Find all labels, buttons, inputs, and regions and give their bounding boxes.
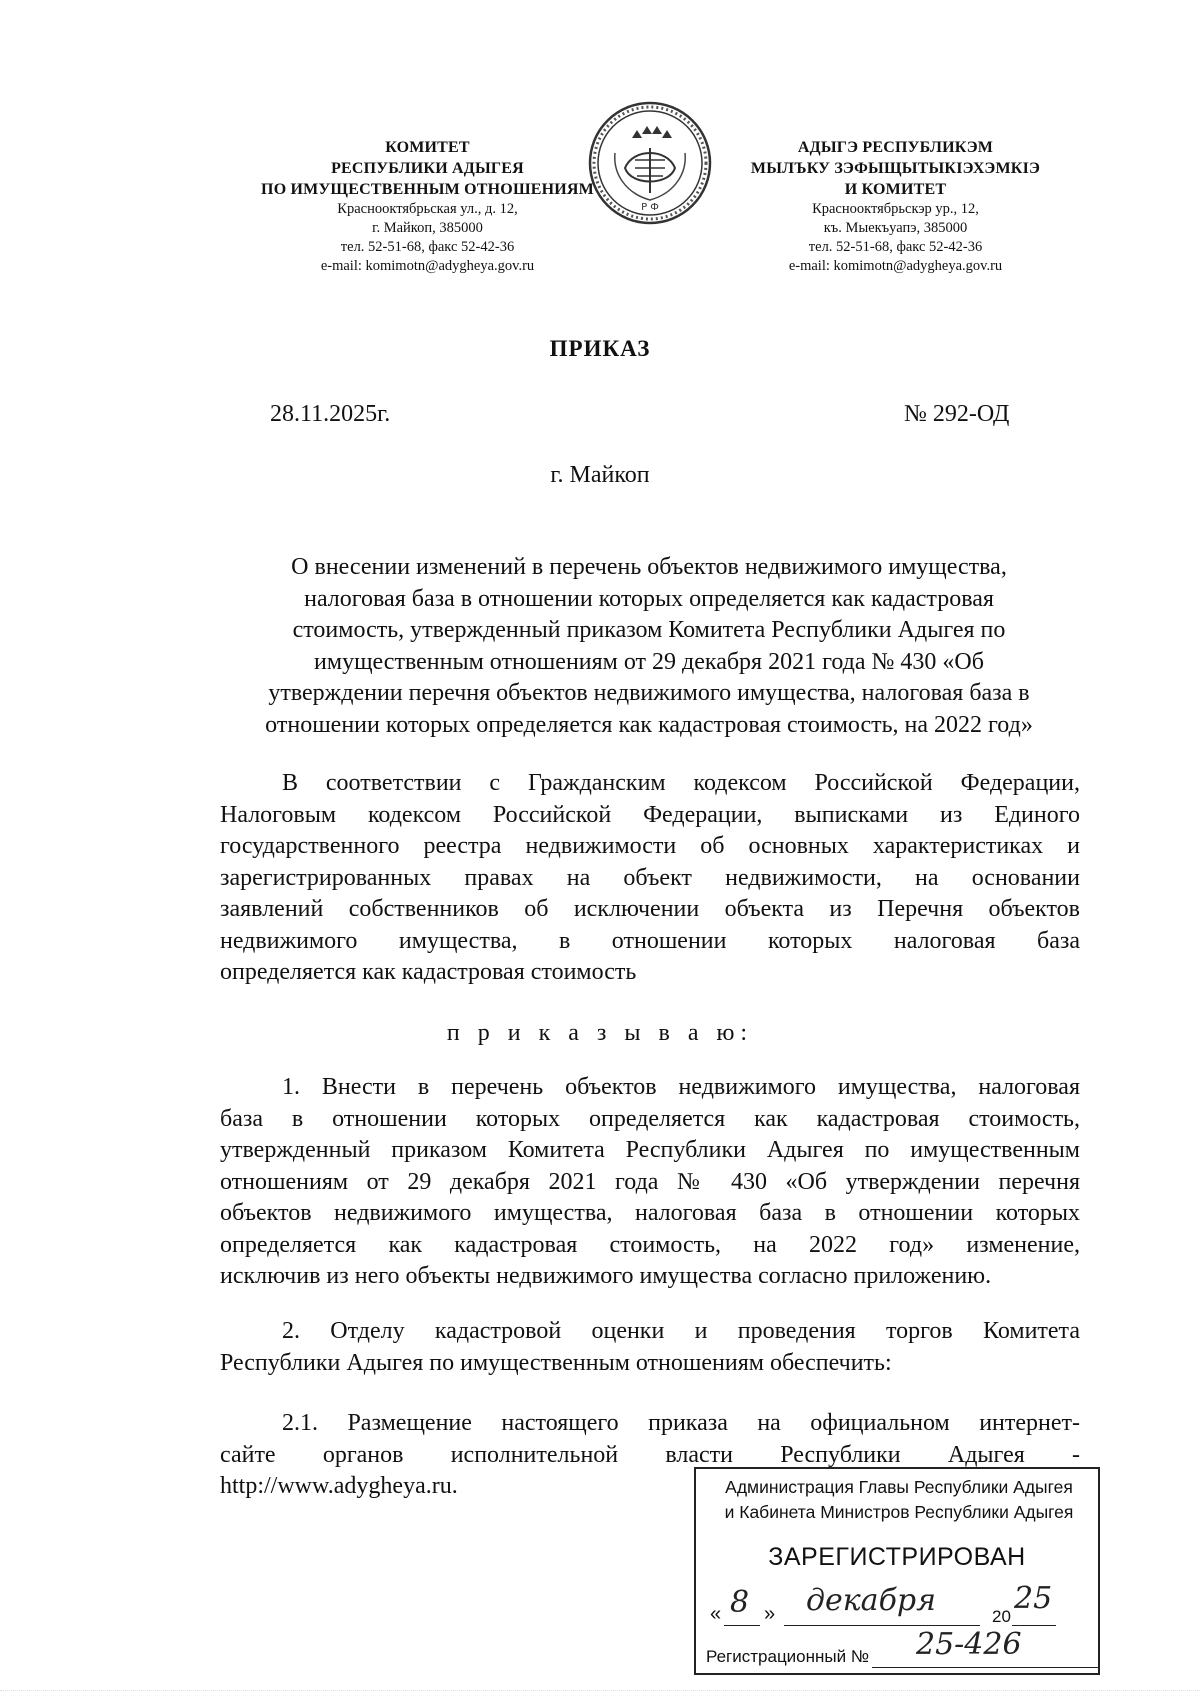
svg-text:Р Ф: Р Ф [641,202,659,213]
header-right-email: e-mail: komimotn@adygheya.gov.ru [788,258,1003,274]
stamp-quote-close: » [764,1603,776,1625]
header-right-phone: тел. 52-51-68, факс 52-42-36 [808,239,983,255]
header-left-line1: КОМИТЕТ [385,139,470,156]
stamp-organization [706,1475,1092,1525]
item-2-line: Республики Адыгея по имущественным отношениям обеспечить: [220,1349,892,1376]
stamp-year-underline [1012,1625,1056,1626]
stamp-reg-underline [872,1667,1098,1668]
stamp-reg-label: Регистрационный № [706,1647,870,1666]
header-left-address2: г. Майкоп, 385000 [372,220,483,236]
item-2-paragraph [220,1316,1080,1379]
subject-line: стоимость, утвержденный приказом Комитета Республики Адыгея по [292,617,1006,643]
basis-line: государственного реестра недвижимости об основных характеристиках и [220,833,1080,859]
basis-line: определяется как кадастровая стоимость [220,959,637,985]
header-left-block [255,137,600,276]
document-type-title: ПРИКАЗ [549,336,651,361]
item-1-line: исключив из него объекты недвижимого имущества согласно приложению. [220,1263,992,1289]
stamp-month-handwritten: декабря [806,1583,936,1618]
basis-paragraph [220,768,1080,989]
header-right-line1: АДЫГЭ РЕСПУБЛИКЭМ [797,139,994,156]
stamp-org-line1: Администрация Главы Республики Адыгея [725,1477,1073,1497]
subject-line: отношении которых определяется как кадастровая стоимость, на 2022 год» [265,711,1033,738]
header-left-email: e-mail: komimotn@adygheya.gov.ru [320,258,535,274]
basis-line: В соответствии с Гражданским кодексом Российской Федерации, [282,770,1080,796]
header-left-phone: тел. 52-51-68, факс 52-42-36 [340,239,515,255]
subject-line: О внесении изменений в перечень объектов недвижимого имущества, [291,554,1007,580]
item-1-paragraph [220,1072,1080,1293]
document-city: г. Майкоп [550,462,650,488]
stamp-day-underline [724,1625,760,1626]
adygea-coat-of-arms-icon [585,98,715,228]
subject-line: утверждении перечня объектов недвижимого имущества, налоговая база в [268,680,1030,706]
header-right-line3: И КОМИТЕТ [844,181,947,198]
subject-line: налоговая база в отношении которых определяется как кадастровая [304,585,994,612]
document-subject [218,552,1080,741]
header-right-address1: Краснооктябрьскэр ур., 12, [812,201,979,217]
basis-line: зарегистрированных правах на объект недвижимости, на основании [220,864,1080,891]
item-1-line: отношениям от 29 декабря 2021 года № 430 «Об утверждении перечня [220,1168,1080,1195]
subject-line: имущественным отношениям от 29 декабря 2021 года № 430 «Об [314,648,984,675]
basis-line: заявлений собственников об исключении объекта из Перечня объектов [220,896,1080,922]
document-date: 28.11.2025г. [270,401,391,427]
item-1-line: 1. Внести в перечень объектов недвижимого имущества, налоговая [282,1074,1080,1100]
stamp-day-handwritten: 8 [730,1585,750,1620]
item-1-line: утвержденный приказом Комитета Республики Адыгея по имущественным [220,1137,1080,1163]
document-number: № 292-ОД [904,401,1010,427]
order-word: п р и к а з ы в а ю: [446,1020,754,1046]
header-right-line2: МЫЛЪКУ ЗЭФЫЩЫТЫКIЭХЭМКIЭ [750,160,1041,177]
item-2-1-line: 2.1. Размещение настоящего приказа на официальном интернет- [282,1410,1080,1436]
header-left-line2: РЕСПУБЛИКИ АДЫГЕЯ [331,160,524,177]
item-1-line: определяется как кадастровая стоимость, на 2022 год» изменение, [220,1231,1080,1258]
stamp-registration-line [706,1627,1090,1671]
stamp-year-handwritten: 25 [1014,1581,1053,1616]
item-2-line: 2. Отделу кадастровой оценки и проведения торгов Комитета [282,1318,1080,1344]
stamp-status: ЗАРЕГИСТРИРОВАН [768,1543,1026,1571]
item-2-1-line: сайте органов исполнительной власти Республики Адыгея - [220,1441,1080,1468]
item-1-line: объектов недвижимого имущества, налоговая база в отношении которых [220,1200,1080,1226]
header-right-address2: къ. Мыекъуапэ, 385000 [823,220,968,236]
stamp-reg-number-handwritten: 25-426 [916,1627,1022,1662]
registration-stamp [694,1467,1100,1675]
header-left-address1: Краснооктябрьская ул., д. 12, [337,201,518,217]
stamp-year-prefix: 20 [992,1607,1011,1626]
item-2-1-link: http://www.adygheya.ru. [220,1473,458,1499]
stamp-date-line [706,1581,1090,1629]
scan-bottom-edge [0,1690,1200,1697]
item-1-line: база в отношении которых определяется как кадастровая стоимость, [220,1105,1080,1132]
header-left-line3: ПО ИМУЩЕСТВЕННЫМ ОТНОШЕНИЯМ [261,181,594,198]
header-right-block [708,137,1083,276]
basis-line: недвижимого имущества, в отношении которых налоговая база [220,927,1080,954]
basis-line: Налоговым кодексом Российской Федерации, выписками из Единого [220,801,1080,828]
stamp-quote-open: « [710,1603,722,1625]
stamp-org-line2: и Кабинета Министров Республики Адыгея [724,1502,1074,1522]
stamp-month-underline [784,1625,980,1626]
